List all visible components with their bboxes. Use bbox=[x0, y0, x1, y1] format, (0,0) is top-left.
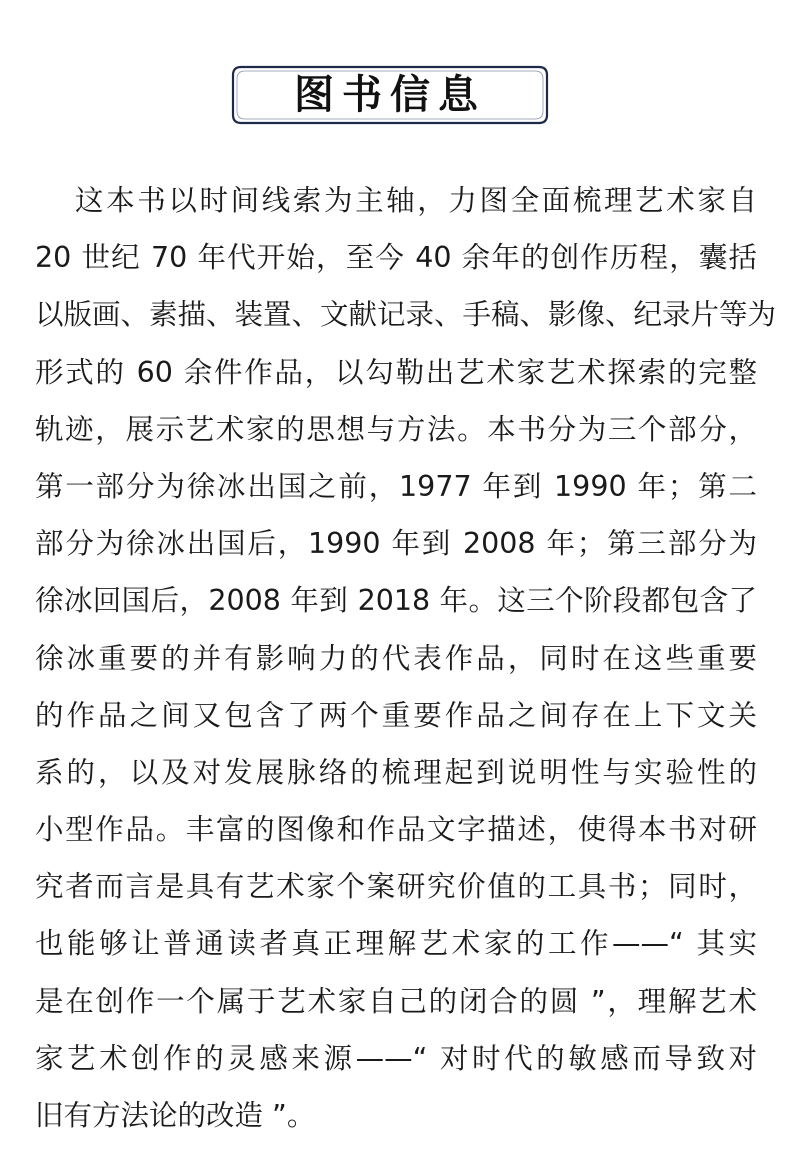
description-line: 徐冰重要的并有影响力的代表作品，同时在这些重要 bbox=[35, 641, 757, 675]
description-line: 部分为徐冰出国后，1990 年到 2008 年；第三部分为 bbox=[35, 527, 757, 561]
description-line: 以版画、素描、装置、文献记录、手稿、影像、纪录片等为 bbox=[35, 298, 777, 332]
description-line: 的作品之间又包含了两个重要作品之间存在上下文关 bbox=[35, 698, 757, 732]
description-line: 徐冰回国后，2008 年到 2018 年。这三个阶段都包含了 bbox=[35, 584, 757, 618]
description-line: 形式的 60 余件作品，以勾勒出艺术家艺术探索的完整 bbox=[35, 355, 757, 389]
page-title: 图书信息 bbox=[294, 71, 486, 118]
description-line: 20 世纪 70 年代开始，至今 40 余年的创作历程，囊括 bbox=[35, 241, 757, 275]
description-line: 旧有方法论的改造 ”。 bbox=[35, 1099, 316, 1132]
description-line: 小型作品。丰富的图像和作品文字描述，使得本书对研 bbox=[35, 813, 757, 847]
description-line: 究者而言是具有艺术家个案研究价值的工具书；同时， bbox=[35, 870, 757, 904]
description-line: 轨迹，展示艺术家的思想与方法。本书分为三个部分， bbox=[35, 412, 757, 446]
title-frame bbox=[231, 65, 549, 125]
description-line: 系的，以及对发展脉络的梳理起到说明性与实验性的 bbox=[35, 755, 757, 789]
description-line: 第一部分为徐冰出国之前，1977 年到 1990 年；第二 bbox=[35, 469, 757, 503]
description-line: 是在创作一个属于艺术家自己的闭合的圆 ”，理解艺术 bbox=[35, 984, 757, 1018]
description-line: 家艺术创作的灵感来源——“ 对时代的敏感而导致对 bbox=[35, 1041, 757, 1075]
book-description bbox=[35, 172, 777, 1144]
description-line: 这本书以时间线索为主轴，力图全面梳理艺术家自 bbox=[75, 184, 757, 217]
description-line: 也能够让普通读者真正理解艺术家的工作——“ 其实 bbox=[35, 927, 757, 961]
